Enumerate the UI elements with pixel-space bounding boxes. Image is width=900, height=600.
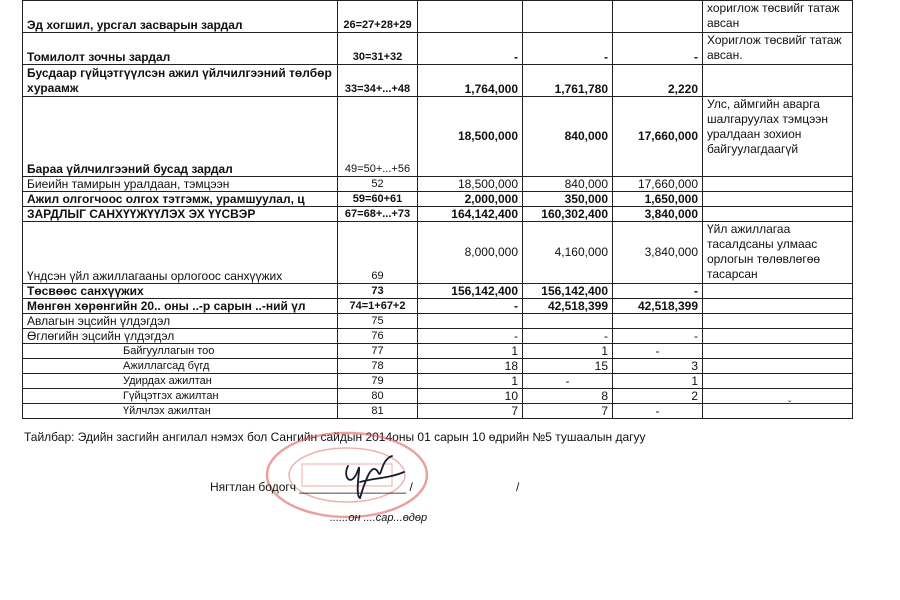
row-actual: 4,160,000 [523,222,613,284]
row-actual [523,314,613,329]
row-note [703,284,853,299]
row-plan: 1,764,000 [418,65,523,97]
table-row [23,314,853,329]
row-note [703,192,853,207]
row-actual: 1,761,780 [523,65,613,97]
row-note [703,329,853,344]
row-name: Авлагын эцсийн үлдэгдэл [23,314,338,329]
row-actual: 7 [523,404,613,419]
row-code: 49=50+...+56 [338,97,418,177]
row-difference: - [613,344,703,359]
row-actual: 156,142,400 [523,284,613,299]
row-name: Ажил олгогчоос олгох тэтгэмж, урамшуулал, ц [23,192,338,207]
row-difference [613,314,703,329]
row-actual: 1 [523,344,613,359]
row-actual: 160,302,400 [523,207,613,222]
row-plan: 164,142,400 [418,207,523,222]
row-plan: 7 [418,404,523,419]
row-plan: - [418,329,523,344]
row-difference: - [613,404,703,419]
row-difference: 3,840,000 [613,222,703,284]
row-actual: - [523,374,613,389]
row-difference: 17,660,000 [613,177,703,192]
row-note: Улс, аймгийн аварга шалгаруулах тэмцээн уралдаан зохион байгуулагдаагүй [703,97,853,177]
row-difference: 3,840,000 [613,207,703,222]
table-row [23,65,853,97]
table-row [23,359,853,374]
accountant-label: Нягтлан бодогч [210,480,296,494]
row-name: Удирдах ажилтан [23,374,338,389]
row-note: Хориглож төсвийг татаж авсан. [703,33,853,65]
budget-table [22,0,853,419]
row-difference: 3 [613,359,703,374]
table-row [23,33,853,65]
row-name: Өглөгийн эцсийн үлдэгдэл [23,329,338,344]
row-name: Мөнгөн хөрөнгийн 20.. оны ..-р сарын ..-ний үл [23,299,338,314]
row-difference: 17,660,000 [613,97,703,177]
row-difference: - [613,284,703,299]
row-actual: 840,000 [523,97,613,177]
row-note [703,344,853,359]
table-row [23,374,853,389]
table-row [23,177,853,192]
row-name: Гүйцэтгэх ажилтан [23,389,338,404]
name-slash: / [516,480,520,494]
row-name: Эд хогшил, урсгал засварын зардал [23,1,338,33]
row-code: 59=60+61 [338,192,418,207]
row-note [703,177,853,192]
row-note [703,359,853,374]
row-code: 81 [338,404,418,419]
row-code: 73 [338,284,418,299]
signature-blank: ________________ [299,480,407,494]
table-row [23,97,853,177]
row-plan: 156,142,400 [418,284,523,299]
table-row [23,1,853,33]
row-note: хориглож төсвийг татаж авсан [703,1,853,33]
row-code: 75 [338,314,418,329]
row-name: ЗАРДЛЫГ САНХҮҮЖҮҮЛЭХ ЭХ ҮҮСВЭР [23,207,338,222]
row-plan: 18 [418,359,523,374]
row-name: Бусдаар гүйцэтгүүлсэн ажил үйлчилгээний төлбөр хураамж [23,65,338,97]
table-row [23,344,853,359]
row-name: Бараа үйлчилгээний бусад зардал [23,97,338,177]
row-difference: 42,518,399 [613,299,703,314]
row-note: Үйл ажиллагаа тасалдсаны улмаас орлогын төлөвлөгөө тасарсан [703,222,853,284]
row-note [703,374,853,389]
row-note [703,389,853,404]
table-row [23,389,853,404]
row-code: 76 [338,329,418,344]
row-difference [613,1,703,33]
table-row [23,222,853,284]
row-difference: 1 [613,374,703,389]
budget-table-body [23,1,853,419]
row-name: Үйлчлэх ажилтан [23,404,338,419]
signature-slash: / [409,480,413,494]
row-difference: - [613,33,703,65]
row-name: Төсвөөс санхүүжих [23,284,338,299]
row-code: 78 [338,359,418,374]
row-plan: 1 [418,344,523,359]
row-name: Биеийн тамирын уралдаан, тэмцээн [23,177,338,192]
row-code: 77 [338,344,418,359]
row-plan: 8,000,000 [418,222,523,284]
row-actual: - [523,329,613,344]
row-note [703,65,853,97]
row-code: 69 [338,222,418,284]
row-code: 79 [338,374,418,389]
row-note [703,404,853,419]
handwritten-signature [330,448,420,503]
row-name: Үндсэн үйл ажиллагааны орлогоос санхүүжих [23,222,338,284]
row-plan: 2,000,000 [418,192,523,207]
row-plan: 10 [418,389,523,404]
row-name: Байгууллагын тоо [23,344,338,359]
row-code: 74=1+67+2 [338,299,418,314]
row-difference: 1,650,000 [613,192,703,207]
table-row [23,299,853,314]
date-line: ......он ....сар...өдөр [330,512,428,524]
table-row [23,284,853,299]
row-note [703,299,853,314]
footnote: Тайлбар: Эдийн засгийн ангилал нэмэх бол Сангийн сайдын 2014оны 01 сарын 10 өдрийн №5 тушаалын дагуу [24,430,646,444]
row-code: 33=34+...+48 [338,65,418,97]
row-code: 26=27+28+29 [338,1,418,33]
row-difference: - [613,329,703,344]
row-note [703,207,853,222]
row-actual [523,1,613,33]
row-code: 52 [338,177,418,192]
row-name: Ажиллагсад бүгд [23,359,338,374]
row-code: 67=68+...+73 [338,207,418,222]
row-plan: - [418,299,523,314]
row-actual: 8 [523,389,613,404]
row-code: 30=31+32 [338,33,418,65]
row-plan: - [418,33,523,65]
row-difference: 2,220 [613,65,703,97]
table-row [23,404,853,419]
row-plan [418,1,523,33]
tick-mark: ˇ [788,400,792,411]
row-actual: 350,000 [523,192,613,207]
row-actual: 15 [523,359,613,374]
row-code: 80 [338,389,418,404]
row-difference: 2 [613,389,703,404]
row-note [703,314,853,329]
row-actual: - [523,33,613,65]
row-plan: 1 [418,374,523,389]
row-actual: 42,518,399 [523,299,613,314]
table-row [23,207,853,222]
row-name: Томилолт зочны зардал [23,33,338,65]
row-plan: 18,500,000 [418,177,523,192]
table-row [23,192,853,207]
table-row [23,329,853,344]
row-plan: 18,500,000 [418,97,523,177]
row-actual: 840,000 [523,177,613,192]
row-plan [418,314,523,329]
